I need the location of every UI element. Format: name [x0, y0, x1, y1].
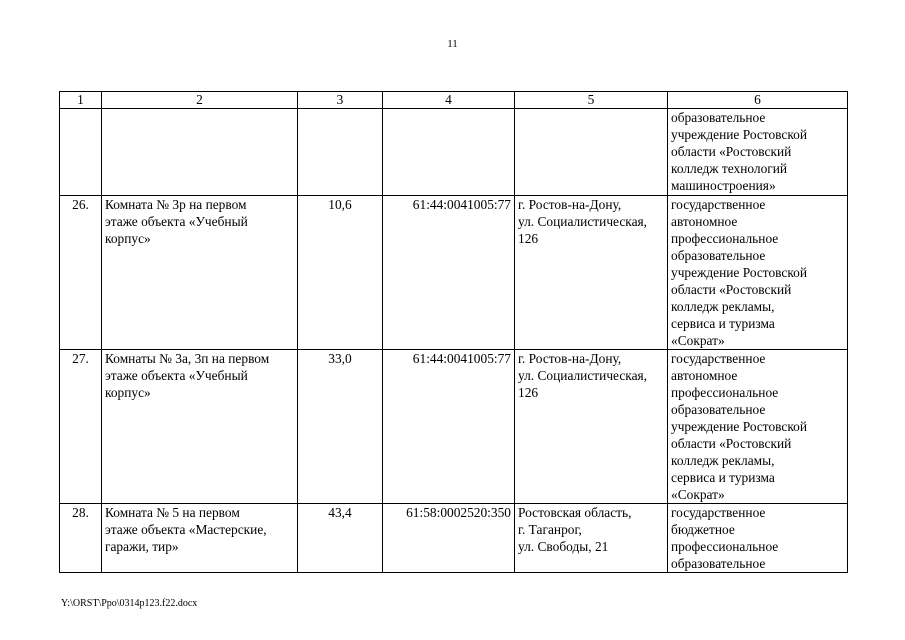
name-line: этаже объекта «Учебный: [105, 214, 248, 229]
org-line: области «Ростовский: [671, 282, 792, 297]
org-line: автономное: [671, 214, 738, 229]
cell-cadastral: 61:58:0002520:350: [383, 504, 515, 573]
cell-name: [102, 504, 298, 573]
name-line: этаже объекта «Мастерские,: [105, 522, 267, 537]
cell-address: [515, 109, 668, 196]
cell-cadastral: 61:44:0041005:77: [383, 196, 515, 350]
name-line: Комнаты № 3а, 3п на первом: [105, 351, 270, 366]
property-table: [59, 91, 848, 573]
cell-org: [668, 504, 848, 573]
address-line: 126: [518, 385, 539, 400]
address-line: г. Таганрог,: [518, 522, 582, 537]
org-line: учреждение Ростовской: [671, 265, 808, 280]
org-line: учреждение Ростовской: [671, 419, 808, 434]
name-line: этаже объекта «Учебный: [105, 368, 248, 383]
cell-area: 33,0: [298, 350, 383, 504]
table-row: [60, 350, 848, 504]
cell-address: [515, 196, 668, 350]
table-row: [60, 504, 848, 573]
cell-num: 28.: [60, 504, 102, 573]
org-line: области «Ростовский: [671, 436, 792, 451]
cell-cadastral: [383, 109, 515, 196]
name-line: Комната № 5 на первом: [105, 505, 240, 520]
cell-num: [60, 109, 102, 196]
cell-cadastral: 61:44:0041005:77: [383, 350, 515, 504]
cell-address: [515, 350, 668, 504]
org-line: колледж технологий: [671, 161, 788, 176]
cell-area: [298, 109, 383, 196]
org-line: профессиональное: [671, 231, 779, 246]
org-line: образовательное: [671, 402, 766, 417]
org-line: «Сократ»: [671, 333, 725, 348]
org-line: сервиса и туризма: [671, 316, 775, 331]
cell-area: 43,4: [298, 504, 383, 573]
name-line: корпус»: [105, 385, 151, 400]
org-line: бюджетное: [671, 522, 735, 537]
cell-org: [668, 109, 848, 196]
address-line: ул. Социалистическая,: [518, 214, 648, 229]
column-header: 5: [515, 92, 668, 109]
org-line: автономное: [671, 368, 738, 383]
org-line: учреждение Ростовской: [671, 127, 808, 142]
org-line: области «Ростовский: [671, 144, 792, 159]
cell-num: 27.: [60, 350, 102, 504]
org-line: колледж рекламы,: [671, 299, 775, 314]
cell-org: [668, 196, 848, 350]
footer-file-path: Y:\ORST\Ppo\0314p123.f22.docx: [61, 598, 198, 609]
name-line: Комната № 3р на первом: [105, 197, 247, 212]
org-line: машиностроения»: [671, 178, 776, 193]
table-header-row: [60, 92, 848, 109]
org-line: сервиса и туризма: [671, 470, 775, 485]
column-header: 2: [102, 92, 298, 109]
column-header: 1: [60, 92, 102, 109]
name-line: гаражи, тир»: [105, 539, 179, 554]
address-line: Ростовская область,: [518, 505, 632, 520]
cell-name: [102, 196, 298, 350]
address-line: ул. Свободы, 21: [518, 539, 609, 554]
cell-name: [102, 109, 298, 196]
column-header: 4: [383, 92, 515, 109]
org-line: образовательное: [671, 556, 766, 571]
org-line: государственное: [671, 197, 766, 212]
org-line: профессиональное: [671, 385, 779, 400]
cell-org: [668, 350, 848, 504]
address-line: 126: [518, 231, 539, 246]
cell-address: [515, 504, 668, 573]
page-number: 11: [447, 38, 458, 50]
table-row: [60, 196, 848, 350]
table-row-continuation: [60, 109, 848, 196]
column-header: 3: [298, 92, 383, 109]
address-line: г. Ростов-на-Дону,: [518, 197, 622, 212]
org-line: образовательное: [671, 110, 766, 125]
org-line: колледж рекламы,: [671, 453, 775, 468]
org-line: государственное: [671, 351, 766, 366]
address-line: г. Ростов-на-Дону,: [518, 351, 622, 366]
org-line: образовательное: [671, 248, 766, 263]
name-line: корпус»: [105, 231, 151, 246]
org-line: государственное: [671, 505, 766, 520]
address-line: ул. Социалистическая,: [518, 368, 648, 383]
cell-num: 26.: [60, 196, 102, 350]
org-line: «Сократ»: [671, 487, 725, 502]
org-line: профессиональное: [671, 539, 779, 554]
cell-name: [102, 350, 298, 504]
cell-area: 10,6: [298, 196, 383, 350]
column-header: 6: [668, 92, 848, 109]
